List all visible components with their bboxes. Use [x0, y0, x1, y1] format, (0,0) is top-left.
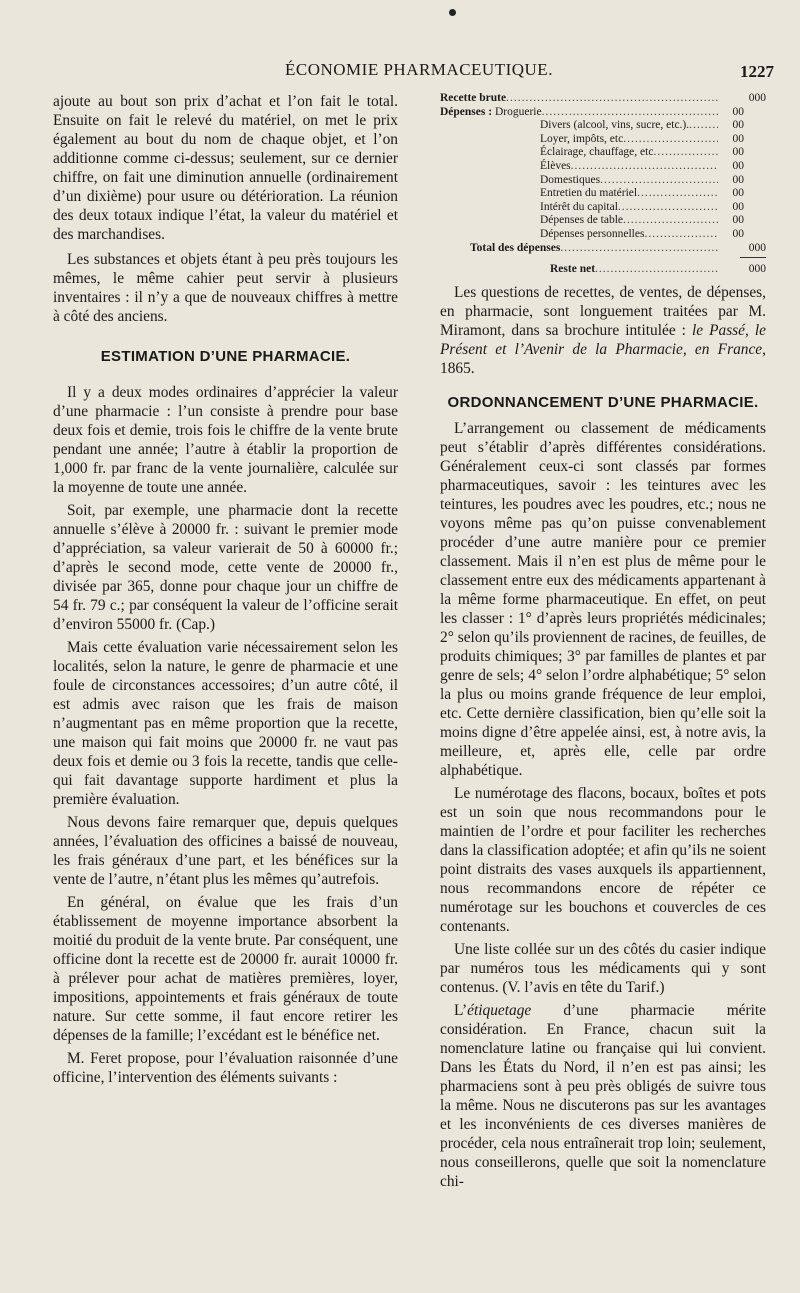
section-heading: ORDONNANCEMENT D’UNE PHARMACIE.	[447, 393, 759, 411]
budget-label: Reste net	[550, 263, 596, 276]
budget-row-item	[440, 160, 766, 174]
section-heading: ESTIMATION D’UNE PHARMACIE.	[100, 348, 351, 365]
budget-row-item	[440, 174, 766, 188]
budget-amount: 000	[748, 92, 766, 104]
paragraph-text: d’une pharmacie mérite considération. En France, chacun suit la nomenclature latine ou française qui lui convient. Dans les États du Nord, il n’en est pas ainsi; les pharmaciens sont à peu près obligés de suivre tous la même. Nous ne discuterons pas sur les avantages et les inconvénients de ces diverses manières de procéder, cela nous entraînerait trop loin; seulement, nous conseillerons, quelle que soit la nomenclature chi-	[440, 1001, 766, 1190]
budget-amount: 000	[748, 241, 766, 254]
paragraph: Mais cette évaluation varie nécessairement selon les localités, selon la nature, le genre de pharmacie et une foule de circonstances accessoires; d’un autre côté, il est admis avec raison que les frais de maison n’augmentant pas en même proportion que la recette, une maison qui fait moins que 20000 fr. ne vaut pas deux fois et demie ou 3 fois la recette, tandis que celle-qui fait davantage supporte hardiment et plus la première évaluation.	[53, 639, 398, 808]
leader-dots	[653, 146, 718, 160]
budget-amount: 00	[732, 132, 744, 145]
budget-label: Dépenses personnelles	[540, 227, 645, 240]
leader-dots	[637, 187, 718, 201]
printer-mark	[449, 9, 456, 16]
paragraph-text: Les questions de recettes, de ventes, de dépenses, en pharmacie, sont longuement traitées par M. Miramont, dans sa brochure intitulée :	[440, 283, 766, 339]
budget-label: Recette brute	[440, 92, 507, 104]
divider	[740, 257, 766, 258]
left-column	[53, 92, 398, 1087]
budget-label: Éclairage, chauffage, etc	[540, 146, 654, 159]
leader-dots	[571, 160, 718, 174]
leader-dots	[623, 133, 718, 147]
leader-dots	[600, 174, 718, 188]
paragraph: Soit, par exemple, une pharmacie dont la recette annuelle s’élève à 20000 fr. : suivant le premier mode d’appréciation, sa valeur varierait de 50 à 60000 fr.; d’après le second mode, cette vente de 20000 fr., divisée par 365, donne pour chaque jour un chiffre de 54 fr. 79 c.; par conséquent la valeur de l’officine serait d’environ 55000 fr. (Cap.)	[53, 502, 398, 633]
budget-amount: 00	[732, 214, 744, 227]
leader-dots	[560, 242, 718, 256]
paragraph: Il y a deux modes ordinaires d’apprécier la valeur d’une pharmacie : l’un consiste à prendre pour base deux fois et demie, trois fois le chiffre de la vente brute pendant une année; l’autre à établir la proportion de 1,000 fr. par franc de la vente journalière, calculée sur la moyenne de toute une année.	[53, 384, 398, 496]
budget-row-item	[440, 119, 766, 133]
budget-row-item	[440, 201, 766, 215]
paragraph-text: , 1865.	[440, 340, 766, 377]
budget-row-total	[440, 242, 766, 256]
budget-row-item	[440, 146, 766, 160]
budget-amount: 00	[732, 159, 744, 172]
paragraph: ajoute au bout son prix d’achat et l’on fait le total. Ensuite on fait le relevé du matériel, on met le prix également au bout du nom de chaque objet, et l’on additionne comme ci-dessus; seulement, sur ce dernier chiffre, on fait une diminution annuelle (ordinairement d’un dixième) pour usure ou détérioration. La réunion des deux totaux indique l’état, la valeur du matériel et des marchandises.	[53, 93, 398, 243]
paragraph: M. Feret propose, pour l’évaluation raisonnée d’une officine, l’intervention des éléments suivants :	[53, 1050, 398, 1086]
budget-amount: 00	[732, 200, 744, 213]
budget-row-recette	[440, 92, 766, 106]
budget-row-item	[440, 133, 766, 147]
budget-label: Intérêt du capital	[540, 200, 618, 213]
leader-dots	[644, 228, 718, 242]
budget-label: Entretien du matériel	[540, 187, 638, 200]
running-title: ÉCONOMIE PHARMACEUTIQUE.	[285, 60, 553, 79]
paragraph: Les substances et objets étant à peu près toujours les mêmes, le même cahier peut servir à plusieurs inventaires : il n’y a que de nouveaux chiffres à mettre à côté des anciens.	[53, 251, 398, 325]
paragraph: En général, on évalue que les frais d’un établissement de moyenne importance absorbent la moitié du produit de la vente brute. Par conséquent, une officine dont la recette est de 20000 fr. aurait 10000 fr. à prélever pour achat de matières premières, loyer, impositions, appointements et frais généraux de toute nature. Sur cette somme, il faut encore retirer les dépenses de la famille; l’excédant est le bénéfice net.	[53, 894, 398, 1044]
emphasis: étiquetage	[467, 1001, 532, 1019]
budget-amount: 00	[732, 105, 744, 118]
budget-label: Loyer, impôts, etc	[540, 132, 624, 145]
budget-amount: 00	[732, 187, 744, 200]
budget-label: Droguerie	[494, 105, 542, 118]
budget-amount: 00	[732, 173, 744, 186]
leader-dots	[542, 106, 718, 120]
paragraph: Le numérotage des flacons, bocaux, boîtes et pots est un soin que nous recommandons pour le maintien de l’ordre et pour faciliter les recherches dans la classification adoptée; et afin qu’ils ne soient point distraits des vases auxquels ils appartiennent, nous recommandons encore de répéter ce numérotage sur les bouchons et couvercles de ces contenants.	[440, 784, 766, 935]
leader-dots	[595, 263, 718, 277]
leader-dots	[689, 119, 718, 133]
sum-rule	[440, 257, 766, 258]
budget-row-item	[440, 228, 766, 242]
paragraph-text: L’	[454, 1001, 468, 1019]
budget-table	[440, 92, 766, 277]
budget-amount: 000	[748, 263, 766, 276]
budget-prefix: Dépenses :	[440, 105, 493, 118]
budget-row-item	[440, 106, 766, 120]
paragraph: Nous devons faire remarquer que, depuis quelques années, l’évaluation des officines a baissé de nouveau, les frais généraux d’une part, et les bénéfices sur la vente de l’autre, n’étant plus les mêmes qu’autrefois.	[53, 814, 398, 888]
leader-dots	[506, 92, 718, 106]
budget-amount: 00	[732, 119, 744, 132]
leader-dots	[618, 201, 718, 215]
budget-label: Élèves	[540, 159, 571, 172]
budget-label: Dépenses de table	[540, 214, 624, 227]
running-head	[0, 58, 800, 84]
budget-label: Domestiques	[540, 173, 601, 186]
book-title: le Passé, le Présent et l’Avenir de la Pharmacie, en France	[440, 321, 766, 358]
paragraph: L’arrangement ou classement de médicaments peut s’établir d’après différentes considérations. Généralement ceux-ci sont classés par formes pharmaceutiques, savoir : les teintures avec les teintures, les poudres avec les poudres, etc.; nous ne voyons même pas qu’on puisse convenablement procéder d’une autre manière pour ce premier classement. Mais il n’en est plus de même pour le classement entre eux des médicaments appartenant à la même forme pharmaceutique. En effet, on peut les classer : 1° d’après leurs propriétés médicinales; 2° selon qu’ils proviennent de racines, de feuilles, de produits chimiques; 3° par familles de plantes et par genre de sels; 4° selon l’ordre alphabétique; 5° selon la plus ou moins grande fréquence de leur emploi, etc. Cette dernière classification, bien qu’elle soit la moins digne d’être appelée ainsi, est, à notre avis, la meilleure, et, après elle, celle par ordre alphabétique.	[440, 419, 766, 779]
page-number: 1227	[740, 62, 774, 81]
paragraph	[440, 1001, 766, 1191]
leader-dots	[623, 214, 718, 228]
right-column	[440, 92, 766, 1191]
budget-amount: 00	[732, 227, 744, 240]
budget-row-item	[440, 214, 766, 228]
paragraph: Une liste collée sur un des côtés du casier indique par numéros tous les médicaments qui y sont contenus. (V. l’avis en tête du Tarif.)	[440, 940, 766, 996]
budget-amount: 00	[732, 146, 744, 159]
budget-label: Divers (alcool, vins, sucre, etc.).	[540, 119, 690, 132]
budget-row-net	[440, 263, 766, 277]
budget-row-item	[440, 187, 766, 201]
paragraph	[440, 283, 766, 378]
budget-label: Total des dépenses	[470, 241, 561, 254]
